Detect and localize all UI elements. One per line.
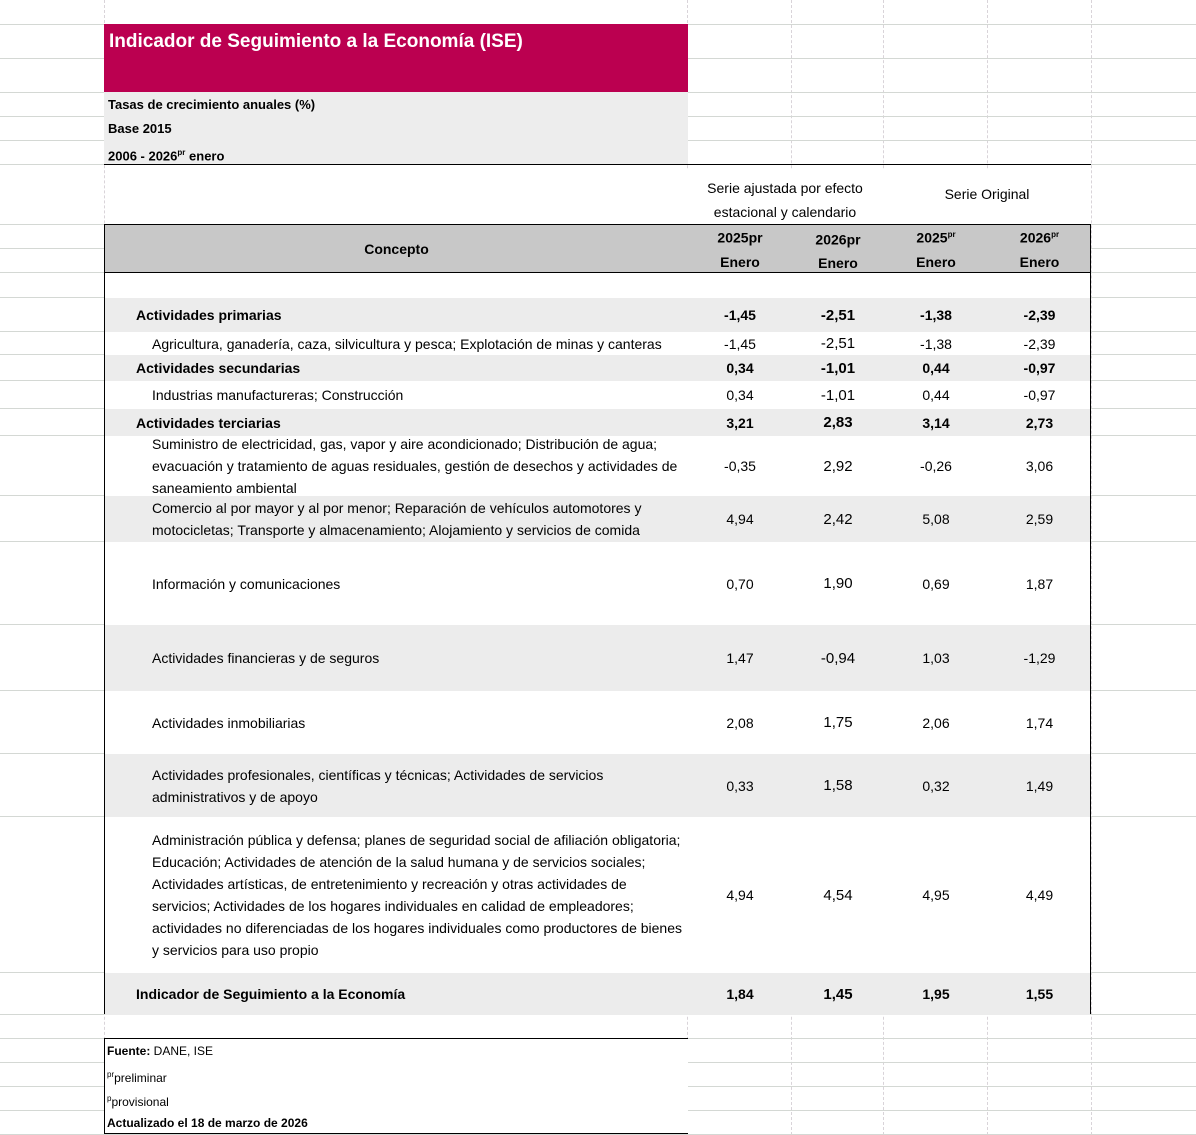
row-value-col-3: 4,95 bbox=[922, 887, 950, 903]
row-value-col-2: -0,94 bbox=[820, 649, 856, 667]
table-row bbox=[105, 973, 1090, 1015]
table-row bbox=[105, 298, 1090, 332]
row-value-col-2: 2,83 bbox=[823, 414, 853, 431]
table-row bbox=[105, 625, 1090, 691]
row-label: Indicador de Seguimiento a la Economía bbox=[136, 986, 406, 1002]
row-value-col-1: -0,35 bbox=[724, 458, 756, 474]
row-value-col-3: 0,69 bbox=[922, 575, 950, 592]
table-row bbox=[105, 542, 1090, 625]
row-concept bbox=[105, 542, 688, 625]
group-header-original: Serie Original bbox=[883, 170, 1091, 224]
row-value-col-3: 3,14 bbox=[922, 414, 950, 431]
row-value-col-4: -2,39 bbox=[1023, 335, 1056, 352]
table-row bbox=[105, 355, 1090, 381]
row-concept bbox=[105, 409, 688, 436]
row-label: Actividades primarias bbox=[136, 307, 282, 323]
row-value-col-1: 1,84 bbox=[726, 986, 754, 1002]
row-label: Actividades financieras y de seguros bbox=[152, 650, 380, 666]
table-row bbox=[105, 691, 1090, 754]
header-concepto: Concepto bbox=[364, 240, 429, 257]
row-value-col-1: 1,47 bbox=[726, 650, 754, 666]
table-row bbox=[105, 409, 1090, 436]
row-value-col-1: 0,33 bbox=[726, 777, 754, 794]
table-row bbox=[105, 332, 1090, 355]
footer-updated-date: Actualizado el 18 de marzo de 2026 bbox=[107, 1116, 308, 1130]
growth-rates-table bbox=[104, 224, 1091, 1014]
row-value-col-2: -2,51 bbox=[820, 335, 856, 352]
row-value-col-2: 1,90 bbox=[823, 575, 853, 592]
row-concept bbox=[105, 625, 688, 691]
footer-source: Fuente: DANE, ISE bbox=[107, 1044, 214, 1058]
row-value-col-3: 1,95 bbox=[922, 986, 950, 1002]
row-concept bbox=[105, 817, 688, 973]
row-value-col-4: 1,87 bbox=[1025, 575, 1054, 592]
report-subtitle bbox=[104, 92, 688, 164]
row-label: Suministro de electricidad, gas, vapor y aire acondicionado; Distribución de agua; evacuación y tratamiento de aguas residuales, gestión de desechos y actividades de saneamiento ambiental bbox=[152, 436, 678, 496]
row-value-col-4: -0,97 bbox=[1023, 387, 1056, 403]
row-value-col-3: 0,44 bbox=[922, 387, 950, 403]
row-value-col-1: 2,08 bbox=[726, 714, 754, 731]
row-concept bbox=[105, 355, 688, 381]
row-value-col-4: 1,49 bbox=[1025, 777, 1054, 794]
row-label: Agricultura, ganadería, caza, silvicultura y pesca; Explotación de minas y canteras bbox=[152, 335, 662, 352]
row-concept bbox=[105, 754, 688, 817]
row-value-col-4: -0,97 bbox=[1023, 360, 1056, 376]
row-concept bbox=[105, 381, 688, 409]
row-concept bbox=[105, 691, 688, 754]
row-label: Industrias manufactureras; Construcción bbox=[152, 387, 404, 403]
row-value-col-1: -1,45 bbox=[724, 335, 756, 352]
row-concept bbox=[105, 973, 688, 1015]
header-col-2: 2026pr Enero bbox=[815, 231, 861, 272]
row-value-col-4: 1,55 bbox=[1025, 986, 1054, 1002]
row-label: Actividades profesionales, científicas y técnicas; Actividades de servicios administrativos y de apoyo bbox=[152, 766, 604, 805]
table-row bbox=[105, 754, 1090, 817]
row-value-col-3: -1,38 bbox=[920, 335, 952, 352]
row-value-col-1: 4,94 bbox=[726, 511, 754, 527]
row-value-col-2: 1,45 bbox=[823, 985, 853, 1003]
row-value-col-1: 4,94 bbox=[726, 887, 754, 903]
row-value-col-2: -1,01 bbox=[820, 359, 856, 377]
report-title bbox=[104, 24, 688, 92]
row-label: Administración pública y defensa; planes de seguridad social de afiliación obligatoria; Educación; Actividades de atención de la salud humana y de servicios sociales; Actividades artísticas, de entretenimiento y recreación y otras actividades de servicios; Actividades de los hogares individuales en calidad de empleadores; actividades no diferenciadas de los hogares individuales como productores de bienes y servicios para uso propio bbox=[152, 832, 682, 958]
report-title-text: Indicador de Seguimiento a la Economía (ISE) bbox=[109, 31, 523, 52]
row-value-col-3: -1,38 bbox=[920, 307, 952, 323]
table-row bbox=[105, 381, 1090, 409]
row-label: Comercio al por mayor y al por menor; Reparación de vehículos automotores y motocicletas; Transporte y almacenamiento; Alojamiento y servicios de comida bbox=[152, 500, 642, 538]
row-value-col-2: 1,58 bbox=[823, 777, 853, 794]
header-col-1: 2025pr Enero bbox=[717, 229, 763, 270]
row-value-col-3: 1,03 bbox=[922, 650, 950, 666]
row-value-col-1: 0,34 bbox=[726, 360, 754, 376]
row-value-col-1: -1,45 bbox=[724, 307, 756, 323]
subtitle-growth-rates: Tasas de crecimiento anuales (%) bbox=[108, 97, 316, 112]
table-row bbox=[105, 496, 1090, 542]
row-concept bbox=[105, 436, 688, 496]
row-value-col-4: 4,49 bbox=[1025, 887, 1054, 903]
header-col-4: $2026^{pr}$ Enero bbox=[1019, 229, 1060, 270]
row-value-col-2: -2,51 bbox=[820, 306, 856, 324]
title-divider bbox=[104, 164, 1091, 165]
row-value-col-4: -2,39 bbox=[1023, 307, 1056, 323]
row-concept bbox=[105, 496, 688, 542]
row-value-col-3: 5,08 bbox=[922, 511, 950, 527]
row-value-col-3: 2,06 bbox=[922, 714, 950, 731]
row-value-col-1: 0,34 bbox=[726, 387, 754, 403]
row-value-col-4: 3,06 bbox=[1025, 458, 1054, 474]
footer-note-provisional: $^p$provisional bbox=[107, 1094, 169, 1109]
table-row bbox=[105, 817, 1090, 973]
row-value-col-3: -0,26 bbox=[920, 458, 952, 474]
row-value-col-4: 2,73 bbox=[1025, 414, 1054, 431]
row-value-col-2: 4,54 bbox=[823, 886, 853, 904]
row-label: Actividades terciarias bbox=[136, 414, 281, 431]
table-header-row bbox=[105, 225, 1090, 273]
row-concept bbox=[105, 298, 688, 332]
row-value-col-2: -1,01 bbox=[820, 386, 856, 404]
row-value-col-2: 2,42 bbox=[823, 510, 853, 528]
row-value-col-1: 3,21 bbox=[726, 414, 754, 431]
row-value-col-3: 0,32 bbox=[922, 777, 950, 794]
row-value-col-2: 1,75 bbox=[823, 714, 853, 731]
row-value-col-4: 2,59 bbox=[1025, 511, 1054, 527]
header-col-3: $2025^{pr}$ Enero bbox=[916, 229, 956, 270]
row-value-col-3: 0,44 bbox=[922, 360, 950, 376]
row-label: Actividades inmobiliarias bbox=[152, 714, 306, 731]
table-footer-notes bbox=[104, 1038, 688, 1134]
row-concept bbox=[105, 332, 688, 355]
row-value-col-4: 1,74 bbox=[1025, 714, 1054, 731]
footer-note-preliminar: $^{pr}$preliminar bbox=[107, 1070, 167, 1085]
subtitle-base-year: Base 2015 bbox=[108, 121, 172, 136]
row-value-col-4: -1,29 bbox=[1023, 650, 1056, 666]
row-label: Actividades secundarias bbox=[136, 360, 301, 376]
subtitle-period: $2006 - 2026^{pr}$ enero bbox=[108, 148, 225, 164]
row-label: Información y comunicaciones bbox=[152, 575, 341, 592]
row-value-col-2: 2,92 bbox=[823, 457, 853, 475]
group-header-adjusted: Serie ajustada por efecto estacional y calendario bbox=[687, 170, 883, 224]
row-value-col-1: 0,70 bbox=[726, 575, 754, 592]
table-row bbox=[105, 436, 1090, 496]
